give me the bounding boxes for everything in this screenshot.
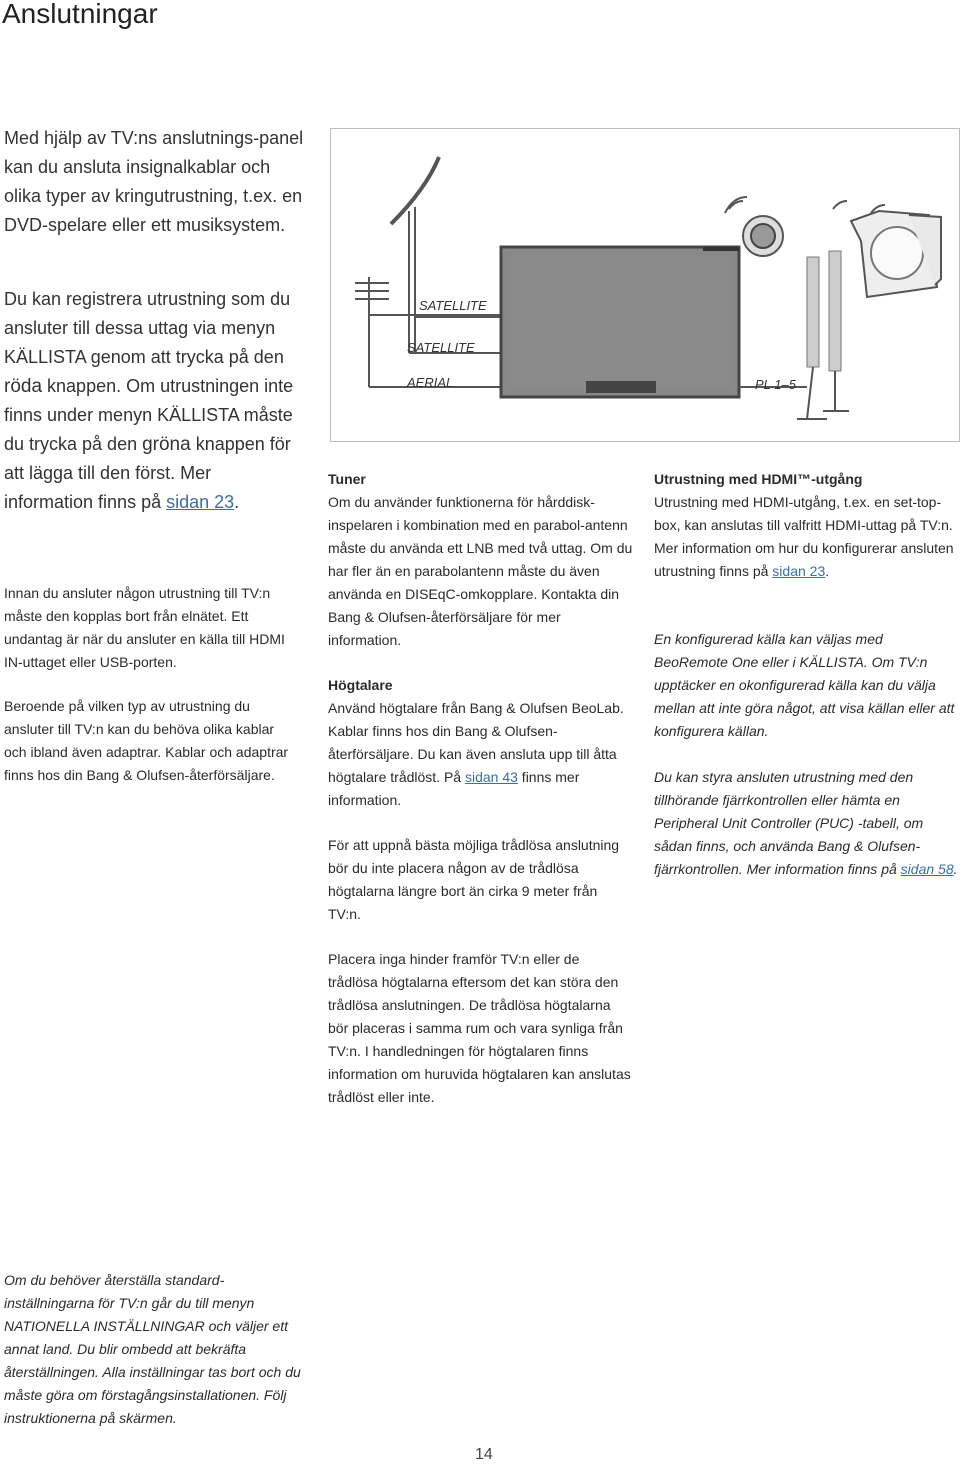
- tuner-heading: Tuner: [328, 471, 366, 487]
- note-disconnect: Innan du ansluter någon utrustning till TV:n måste den kopplas bort från elnätet. Ett undantag är när du ansluter en källa till HDMI IN-uttaget eller USB-porten.: [4, 585, 285, 670]
- green-button-word: gröna: [142, 434, 191, 455]
- link-sidan-58[interactable]: sidan 58: [900, 861, 954, 877]
- connection-diagram: [330, 128, 960, 442]
- note-cables: Beroende på vilken typ av utrustning du ansluter till TV:n kan du behöva olika kablar och ibland även adaptrar. Kablar och adaptrar finns hos din Bang & Olufsen-återförsäljare.: [4, 698, 289, 783]
- label-aerial: AERIAL: [407, 375, 454, 390]
- page-title: Anslutningar: [2, 0, 158, 29]
- link-sidan-43[interactable]: sidan 43: [464, 769, 518, 785]
- hdmi-section: Utrustning med HDMI™-utgång Utrustning med HDMI-utgång, t.ex. en set-top-box, kan anslutas till valfritt HDMI-uttag på TV:n. Mer information om hur du konfigurerar ansluten utrustning finns på sidan 23.: [654, 468, 959, 583]
- speakers-heading: Högtalare: [328, 677, 393, 693]
- speakers-section: Högtalare Använd högtalare från Bang & Olufsen BeoLab. Kablar finns hos din Bang & Olufsen-återförsäljare. Du kan även ansluta upp till åtta högtalare trådlöst. På sidan 43 finns mer information.: [328, 674, 633, 812]
- red-button-word: röda: [4, 376, 43, 397]
- label-satellite-2: SATELLITE: [407, 340, 475, 355]
- link-sidan-23-hdmi[interactable]: sidan 23: [772, 563, 826, 579]
- label-satellite-1: SATELLITE: [419, 298, 487, 313]
- link-sidan-23[interactable]: sidan 23: [166, 492, 235, 512]
- speakers-obstacle-note: Placera inga hinder framför TV:n eller de trådlösa högtalarna eftersom det kan störa den trådlösa anslutningen. De trådlösa högtalarna bör placeras i samma rum och vara synliga från TV:n. I handledningen för högtalaren finns information om huruvida högtalaren kan anslutas trådlöst eller inte.: [328, 951, 631, 1105]
- diagram-drawing: [331, 129, 960, 443]
- tv-icon: [501, 247, 739, 397]
- floor-speaker-icon: [797, 251, 849, 419]
- page-number: 14: [475, 1446, 493, 1463]
- intro-paragraph-2: Du kan registrera utrustning som du ansluter till dessa uttag via menyn KÄLLISTA genom att trycka på den röda knappen. Om utrustningen inte finns under menyn KÄLLISTA måste du trycka på den gröna knappen för att lägga till den först. Mer information finns på sidan 23.: [4, 289, 294, 512]
- reset-footnote: Om du behöver återställa standard-inställningarna för TV:n går du till menyn NATIONELLA INSTÄLLNINGAR och väljer ett annat land. Du blir ombedd att bekräfta återställningen. Alla inställningar tas bort och du måste göra om förstagångsinstallationen. Följ instruktionerna på skärmen.: [4, 1272, 301, 1426]
- hdmi-source-note: En konfigurerad källa kan väljas med BeoRemote One eller i KÄLLISTA. Om TV:n upptäcker en okonfigurerad källa kan du välja mellan att inte göra något, att visa källan eller att konfigurera källan.: [654, 631, 955, 739]
- speakers-range-note: För att uppnå bästa möjliga trådlösa anslutning bör du inte placera någon av de trådlösa högtalarna längre bort än cirka 9 meter från TV:n.: [328, 837, 620, 922]
- wireless-speaker-square-icon: [833, 201, 941, 297]
- tuner-section: Tuner Om du använder funktionerna för hårddisk-inspelaren i kombination med en parabol-antenn måste du använda ett LNB med två uttag. Om du har fler än en parabolantenn måste du även använda en DISEqC-omkopplare. Kontakta din Bang & Olufsen-återförsäljare för mer information.: [328, 468, 633, 652]
- hdmi-heading: Utrustning med HDMI™-utgång: [654, 471, 863, 487]
- label-pl: PL 1–5: [755, 377, 796, 392]
- hdmi-control-note: Du kan styra ansluten utrustning med den tillhörande fjärrkontrollen eller hämta en Peripheral Unit Controller (PUC) -tabell, om sådan finns, och använda Bang & Olufsen-fjärrkontrollen. Mer information finns på sidan 58.: [654, 769, 958, 877]
- intro-paragraph-1: Med hjälp av TV:ns anslutnings-panel kan du ansluta insignalkablar och olika typer av kringutrustning, t.ex. en DVD-spelare eller ett musiksystem.: [4, 128, 304, 235]
